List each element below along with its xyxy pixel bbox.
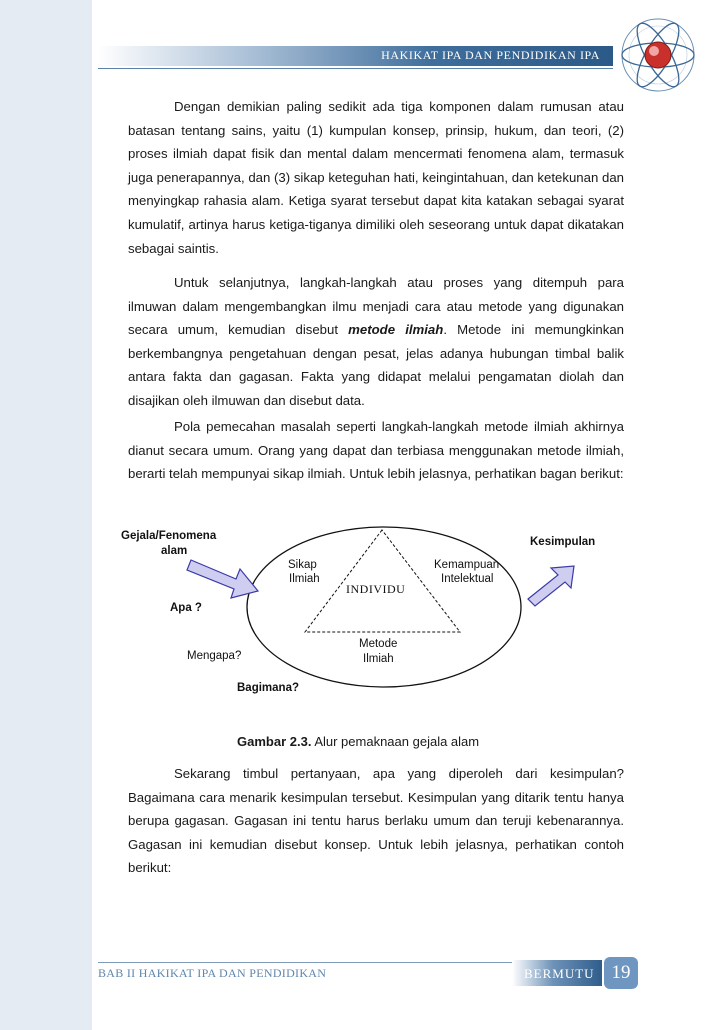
footer-rule xyxy=(98,962,518,963)
footer-chapter-title: BAB II HAKIKAT IPA DAN PENDIDIKAN xyxy=(98,966,327,980)
diagram-input-label-2: alam xyxy=(161,545,188,557)
question-why: Mengapa? xyxy=(187,650,242,662)
paragraph-components: Dengan demikian paling sedikit ada tiga komponen dalam rumusan atau batasan tentang sains, yaitu (1) kumpulan konsep, prinsip, hukum, dan teori, (2) proses ilmiah dapat fisik dan mental dalam mencermati fenomena alam, termasuk juga penerapannya, dan (3) sikap keteguhan hati, keingintahuan, dan ketekunan dan menyingkap rahasia alam. Ketiga syarat tersebut dapat kita katakan sebagai syarat kumulatif, artinya harus ketiga-tiganya dimiliki oleh seseorang untuk dapat dikatakan sebagai saintis. xyxy=(128,99,624,256)
page-number: 19 xyxy=(604,957,638,989)
center-individu-label: INDIVIDU xyxy=(346,582,406,596)
vertex-kemampuan-label: Kemampuan xyxy=(434,559,500,571)
paragraph-conclusion: Sekarang timbul pertanyaan, apa yang diperoleh dari kesimpulan? Bagaimana cara menarik kesimpulan tersebut. Kesimpulan yang ditarik tentu hanya berupa gagasan. Gagasan ini tentu harus berlaku umum dan teruji kebenarannya. Gagasan ini kemudian disebut konsep. Untuk lebih jelasnya, perhatikan contoh berikut: xyxy=(128,766,624,876)
vertex-kemampuan-label-2: Intelektual xyxy=(441,573,494,585)
running-header-title: HAKIKAT IPA DAN PENDIDIKAN IPA xyxy=(381,48,600,62)
output-arrow-icon xyxy=(528,566,574,606)
vertex-metode-label: Metode xyxy=(359,638,398,650)
term-metode-ilmiah: metode ilmiah xyxy=(348,322,444,338)
diagram-input-label: Gejala/Fenomena xyxy=(121,530,217,542)
diagram-output-label: Kesimpulan xyxy=(530,536,596,548)
caption-text: Alur pemaknaan gejala alam xyxy=(311,734,480,749)
paragraph-text-after: . Metode ini memungkinkan berkembangnya pengetahuan dengan pesat, jelas adanya hubungan timbal balik antara fakta dan gagasan. Fakta yang didapat melalui pengamatan diolah dan disajikan oleh ilmuwan dan disebut data. xyxy=(128,322,625,408)
figure-caption xyxy=(237,734,479,749)
input-arrow-icon xyxy=(187,560,258,598)
question-how: Bagimana? xyxy=(237,682,299,694)
question-what: Apa ? xyxy=(170,602,202,614)
vertex-sikap-label: Sikap xyxy=(288,559,317,571)
footer-program-name: BERMUTU xyxy=(524,966,595,981)
vertex-sikap-label-2: Ilmiah xyxy=(289,573,320,585)
paragraph-problem-solving: Pola pemecahan masalah seperti langkah-langkah metode ilmiah akhirnya dianut secara umum. Orang yang dapat dan terbiasa menggunakan metode ilmiah, berarti telah mempunyai sikap ilmiah. Untuk lebih jelasnya, perhatikan bagan berikut: xyxy=(128,419,624,482)
caption-label: Gambar 2.3. xyxy=(237,734,312,749)
vertex-metode-label-2: Ilmiah xyxy=(363,653,394,665)
paragraph-text-before: Untuk selanjutnya, langkah-langkah atau proses yang ditempuh para ilmuwan dalam mengembangkan ilmu menjadi cara atau metode yang digunakan secara umum, kemudian disebut xyxy=(128,275,624,338)
